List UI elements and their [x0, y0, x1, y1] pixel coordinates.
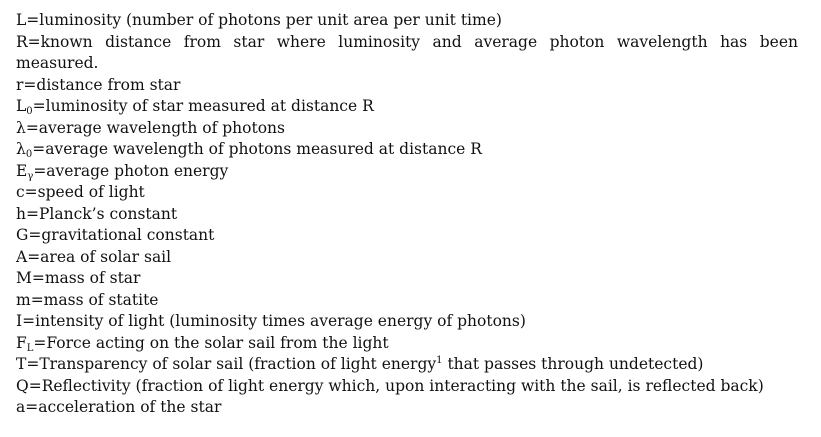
definition-wavelength-at-r — [16, 139, 798, 161]
definition-known-distance: R=known distance from star where luminosity and average photon wavelength has been — [16, 32, 798, 51]
definition-wavelength: λ=average wavelength of photons — [16, 118, 285, 137]
definition-gravitational-constant: G=gravitational constant — [16, 226, 215, 244]
footnote-marker: 1 — [436, 355, 443, 366]
symbol-subscript: γ — [27, 170, 34, 182]
definition-luminosity-at-r — [16, 96, 798, 118]
definition-photon-energy — [16, 161, 798, 183]
symbol-subscript: L — [26, 342, 34, 354]
definition-speed-of-light: c=speed of light — [16, 183, 145, 201]
definition-intensity: I=intensity of light (luminosity times average energy of photons) — [16, 312, 526, 330]
definition-text: =average wavelength of photons measured at distance R — [32, 140, 482, 158]
definition-text: =luminosity of star measured at distance R — [32, 97, 374, 115]
definition-star-mass: M=mass of star — [16, 269, 141, 287]
symbol-base: F — [16, 333, 27, 352]
variable-definitions — [16, 10, 798, 419]
definition-light-force — [16, 333, 798, 355]
definition-text: =average photon energy — [33, 161, 229, 180]
symbol-subscript: 0 — [25, 149, 33, 160]
definition-statite-mass: m=mass of statite — [16, 290, 159, 309]
definition-text-continued: that passes through undetected) — [442, 355, 704, 373]
definition-luminosity: L=luminosity (number of photons per unit area per unit time) — [16, 11, 502, 29]
symbol-base: L — [16, 97, 27, 115]
symbol-subscript: 0 — [26, 106, 33, 117]
definition-transparency — [16, 354, 798, 376]
definition-known-distance-continued: measured. — [16, 54, 99, 72]
definition-distance-from-star: r=distance from star — [16, 75, 181, 94]
definition-text: =Force acting on the solar sail from the light — [33, 333, 389, 352]
symbol-base: E — [16, 161, 28, 180]
definition-star-acceleration: a=acceleration of the star — [16, 398, 222, 416]
definition-sail-area: A=area of solar sail — [16, 247, 172, 266]
definition-reflectivity: Q=Reflectivity (fraction of light energy which, upon interacting with the sail, is reflected back) — [16, 376, 764, 395]
symbol-base: λ — [16, 140, 26, 158]
definition-planck-constant: h=Planck’s constant — [16, 204, 178, 223]
definition-text: T=Transparency of solar sail (fraction of light energy — [16, 355, 437, 373]
